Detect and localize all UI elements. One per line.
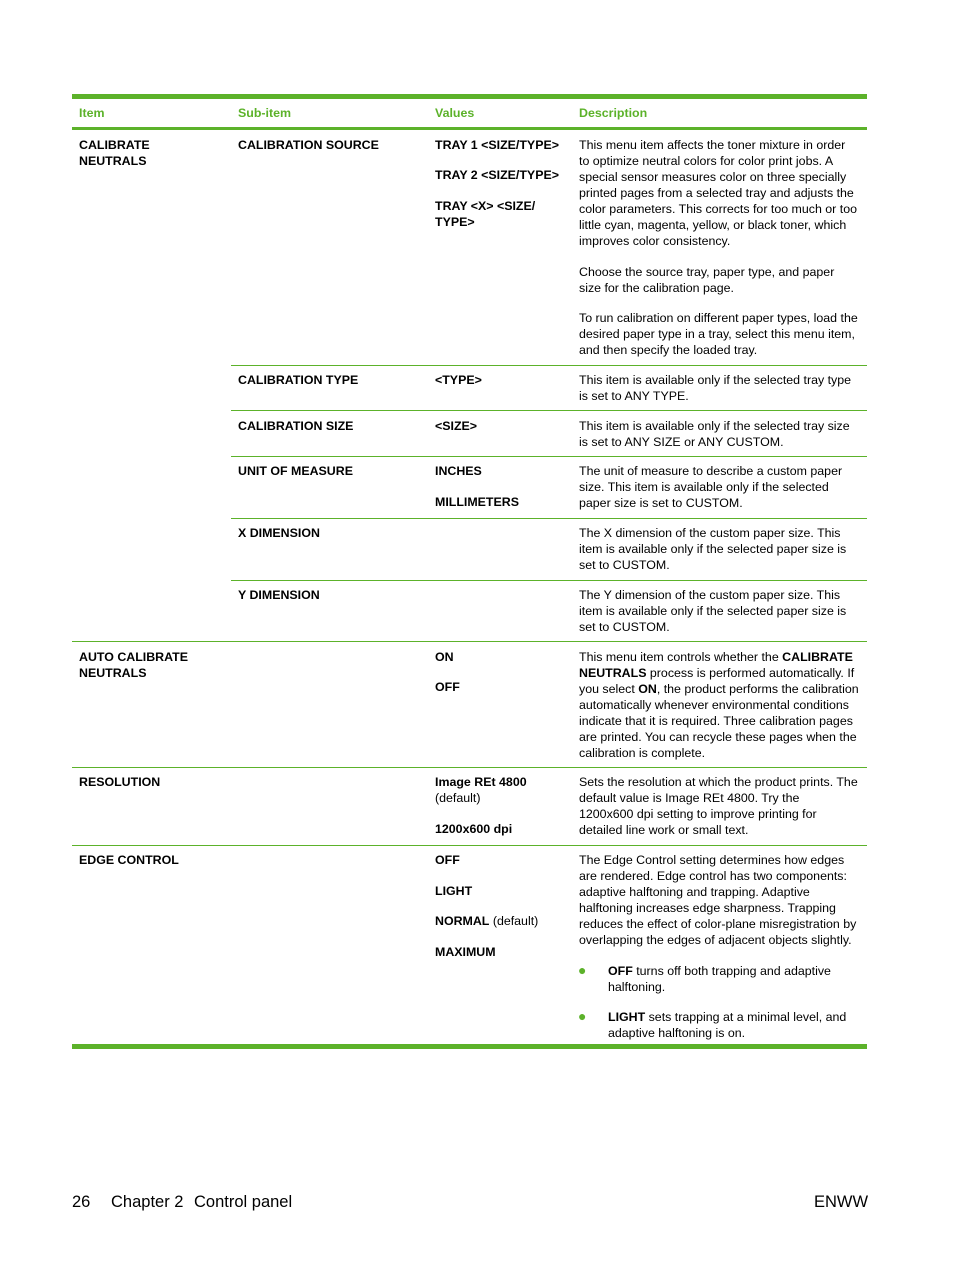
item-auto-calibrate-neutrals: AUTO CALIBRATE NEUTRALS bbox=[79, 650, 188, 680]
item-edge-control: EDGE CONTROL bbox=[79, 853, 179, 867]
value-edge-off: OFF bbox=[435, 853, 460, 867]
value-off: OFF bbox=[435, 680, 460, 694]
value-inches: INCHES bbox=[435, 464, 482, 478]
desc-y-dimension: The Y dimension of the custom paper size. This item is available only if the selected paper size is set to CUSTOM. bbox=[579, 588, 847, 634]
section-label: Control panel bbox=[194, 1193, 293, 1211]
subitem-unit-of-measure: UNIT OF MEASURE bbox=[238, 464, 353, 478]
subitem-calibration-size: CALIBRATION SIZE bbox=[238, 419, 354, 433]
desc-calibration-source-3: To run calibration on different paper types, load the desired paper type in a tray, select this menu item, and then specify the loaded tray. bbox=[579, 311, 858, 357]
subitem-y-dimension: Y DIMENSION bbox=[238, 588, 320, 602]
table-bottom-rule bbox=[72, 1044, 867, 1049]
desc-resolution: Sets the resolution at which the product prints. The default value is Image REt 4800. Try the 1200x600 dpi setting to improve printing for detailed line work or small text. bbox=[579, 775, 858, 837]
row-divider bbox=[72, 845, 867, 846]
bullet-icon: ● bbox=[578, 962, 587, 978]
value-edge-normal: NORMAL (default) bbox=[435, 914, 539, 928]
chapter-label: Chapter 2 bbox=[111, 1193, 184, 1211]
row-divider bbox=[72, 641, 867, 642]
value-tray1: TRAY 1 <SIZE/TYPE> bbox=[435, 138, 559, 152]
subitem-x-dimension: X DIMENSION bbox=[238, 526, 320, 540]
value-edge-light: LIGHT bbox=[435, 884, 473, 898]
footer-right: ENWW bbox=[814, 1193, 869, 1211]
value-image-ret: Image REt 4800 (default) bbox=[435, 775, 527, 805]
value-edge-maximum: MAXIMUM bbox=[435, 945, 496, 959]
row-divider bbox=[231, 518, 867, 519]
subitem-calibration-source: CALIBRATION SOURCE bbox=[238, 138, 379, 152]
row-divider bbox=[231, 580, 867, 581]
header-subitem: Sub-item bbox=[238, 106, 292, 120]
value-on: ON bbox=[435, 650, 454, 664]
desc-calibration-type: This item is available only if the selected tray type is set to ANY TYPE. bbox=[579, 373, 852, 403]
desc-calibration-source-1: This menu item affects the toner mixture in order to optimize neutral colors for color print jobs. A special sensor measures color on three specially printed pages from a selected tray and adjusts the color parameters. This corrects for too much or too little cyan, magenta, yellow, or black toner, which improves color consistency. bbox=[579, 138, 857, 248]
desc-edge-control: The Edge Control setting determines how edges are rendered. Edge control has two components: adaptive halftoning and trapping. Adaptive halftoning increases edge sharpness. Trapping reduces the effect of color-plane misregistration by overlapping the edges of adjacent objects slightly. bbox=[579, 853, 857, 947]
row-divider bbox=[231, 365, 867, 366]
row-divider bbox=[72, 767, 867, 768]
page-number: 26 bbox=[72, 1193, 91, 1211]
bullet-icon: ● bbox=[578, 1008, 587, 1024]
row-divider bbox=[231, 456, 867, 457]
value-size: <SIZE> bbox=[435, 419, 478, 433]
subitem-calibration-type: CALIBRATION TYPE bbox=[238, 373, 359, 387]
header-item: Item bbox=[79, 106, 105, 120]
item-resolution: RESOLUTION bbox=[79, 775, 161, 789]
header-bottom-rule bbox=[72, 127, 867, 130]
bullet-off-text: OFF turns off both trapping and adaptive halftoning. bbox=[608, 964, 831, 994]
table-top-rule bbox=[72, 94, 867, 99]
desc-calibration-size: This item is available only if the selected tray size is set to ANY SIZE or ANY CUSTOM. bbox=[579, 419, 850, 449]
value-tray2: TRAY 2 <SIZE/TYPE> bbox=[435, 168, 559, 182]
header-description: Description bbox=[579, 106, 648, 120]
desc-calibration-source-2: Choose the source tray, paper type, and paper size for the calibration page. bbox=[579, 265, 835, 295]
desc-x-dimension: The X dimension of the custom paper size. This item is available only if the selected paper size is set to CUSTOM. bbox=[579, 526, 847, 572]
desc-unit-of-measure: The unit of measure to describe a custom paper size. This item is available only if the selected paper size is set to CUSTOM. bbox=[579, 464, 843, 510]
value-trayx: TRAY <X> <SIZE/ TYPE> bbox=[435, 199, 536, 229]
header-values: Values bbox=[435, 106, 475, 120]
item-calibrate-neutrals: CALIBRATE NEUTRALS bbox=[79, 138, 150, 168]
value-1200x600: 1200x600 dpi bbox=[435, 822, 513, 836]
value-type: <TYPE> bbox=[435, 373, 482, 387]
row-divider bbox=[231, 410, 867, 411]
value-millimeters: MILLIMETERS bbox=[435, 495, 519, 509]
desc-auto-calibrate: This menu item controls whether the CALIBRATE NEUTRALS process is performed automatically. If you select ON, the product performs the calibration automatically whenever environmental conditions indicate that it is required. Three calibration pages are printed. You can recycle these pages when the calibration is complete. bbox=[579, 650, 859, 760]
bullet-light-text: LIGHT sets trapping at a minimal level, and adaptive halftoning is on. bbox=[608, 1010, 847, 1040]
